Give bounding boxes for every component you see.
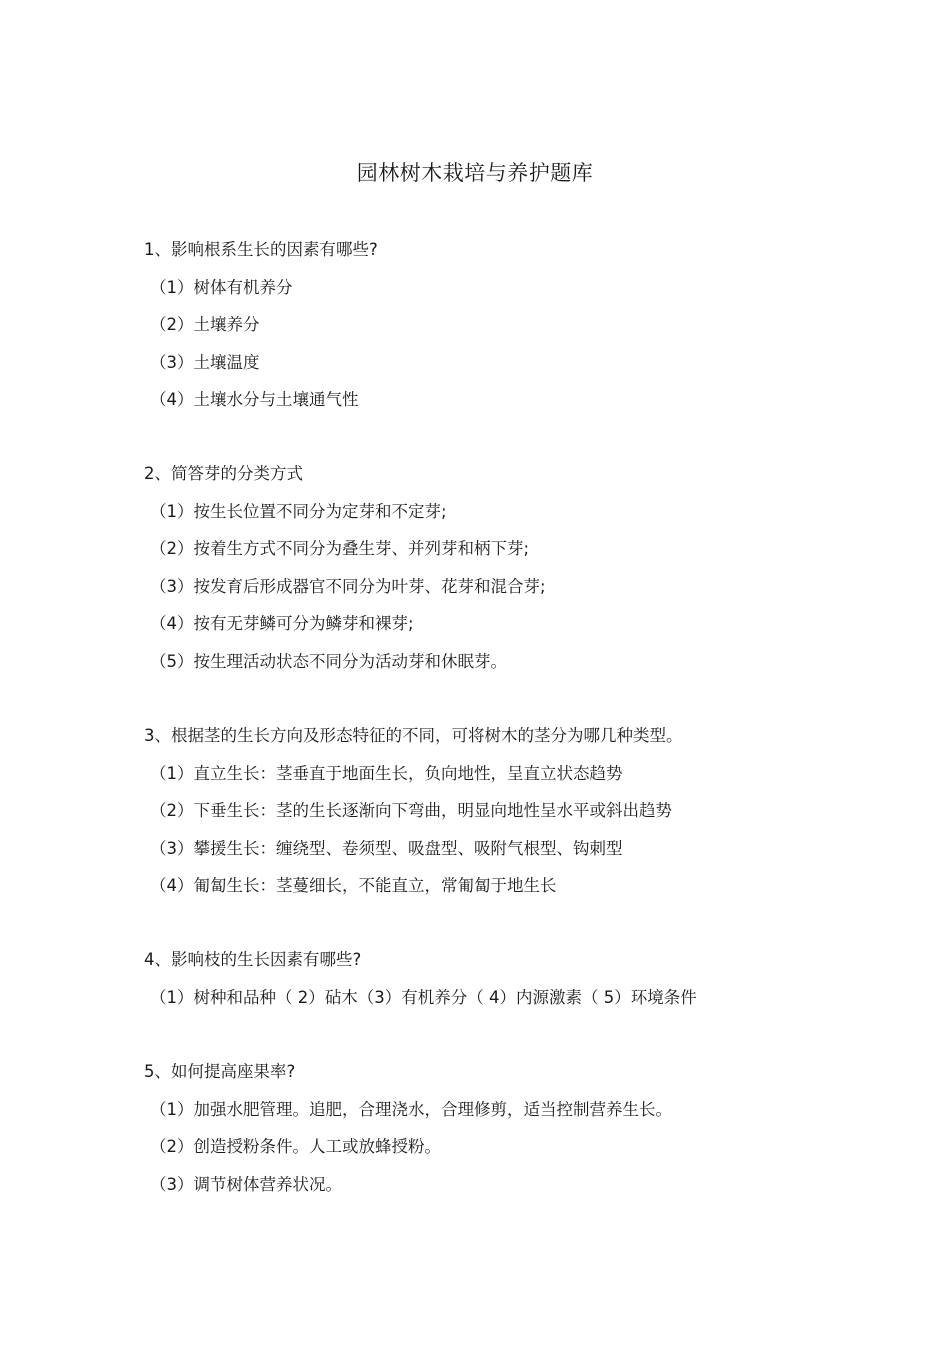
answer-item: （5）按生理活动状态不同分为活动芽和休眠芽。 — [150, 651, 507, 671]
question-heading: 1、影响根系生长的因素有哪些? — [144, 240, 378, 259]
question-section-3 — [144, 723, 864, 911]
page-title: 园林树木栽培与养护题库 — [356, 161, 594, 185]
answer-item: （4）土壤水分与土壤通气性 — [150, 390, 359, 409]
answer-item: （3）调节树体营养状况。 — [150, 1174, 342, 1194]
answer-item: （2）下垂生长：茎的生长逐渐向下弯曲，明显向地性呈水平或斜出趋势 — [150, 801, 672, 820]
question-section-2 — [144, 461, 864, 686]
answer-item: （4）匍匐生长：茎蔓细长，不能直立，常匍匐于地生长 — [150, 876, 557, 895]
answer-item: （1）直立生长：茎垂直于地面生长，负向地性，呈直立状态趋势 — [150, 763, 623, 783]
answer-item: （3）攀援生长：缠绕型、卷须型、吸盘型、吸附气根型、钩刺型 — [150, 838, 623, 858]
question-section-5 — [144, 1059, 864, 1209]
answer-item: （1）按生长位置不同分为定芽和不定芽; — [150, 501, 447, 521]
answer-item: （2）按着生方式不同分为叠生芽、并列芽和柄下芽; — [150, 539, 530, 558]
question-section-4 — [144, 947, 864, 1022]
answer-item: （1）树体有机养分 — [150, 277, 293, 297]
answer-item: （2）创造授粉条件。人工或放蜂授粉。 — [150, 1137, 441, 1156]
answer-item: （1）加强水肥管理。追肥，合理浇水，合理修剪，适当控制营养生长。 — [150, 1099, 672, 1119]
question-heading: 2、简答芽的分类方式 — [144, 464, 303, 483]
question-heading: 4、影响枝的生长因素有哪些? — [144, 950, 362, 969]
question-heading: 5、如何提高座果率? — [144, 1062, 296, 1081]
answer-item: （3）土壤温度 — [150, 352, 260, 372]
answer-item: （1）树种和品种（ 2）砧木（3）有机养分（ 4）内源激素（ 5）环境条件 — [150, 987, 697, 1007]
answer-item: （2）土壤养分 — [150, 315, 260, 334]
question-heading: 3、根据茎的生长方向及形态特征的不同，可将树木的茎分为哪几种类型。 — [144, 726, 683, 745]
answer-item: （3）按发育后形成器官不同分为叶芽、花芽和混合芽; — [150, 576, 546, 596]
answer-item: （4）按有无芽鳞可分为鳞芽和裸芽; — [150, 614, 414, 633]
question-section-1 — [144, 237, 864, 425]
